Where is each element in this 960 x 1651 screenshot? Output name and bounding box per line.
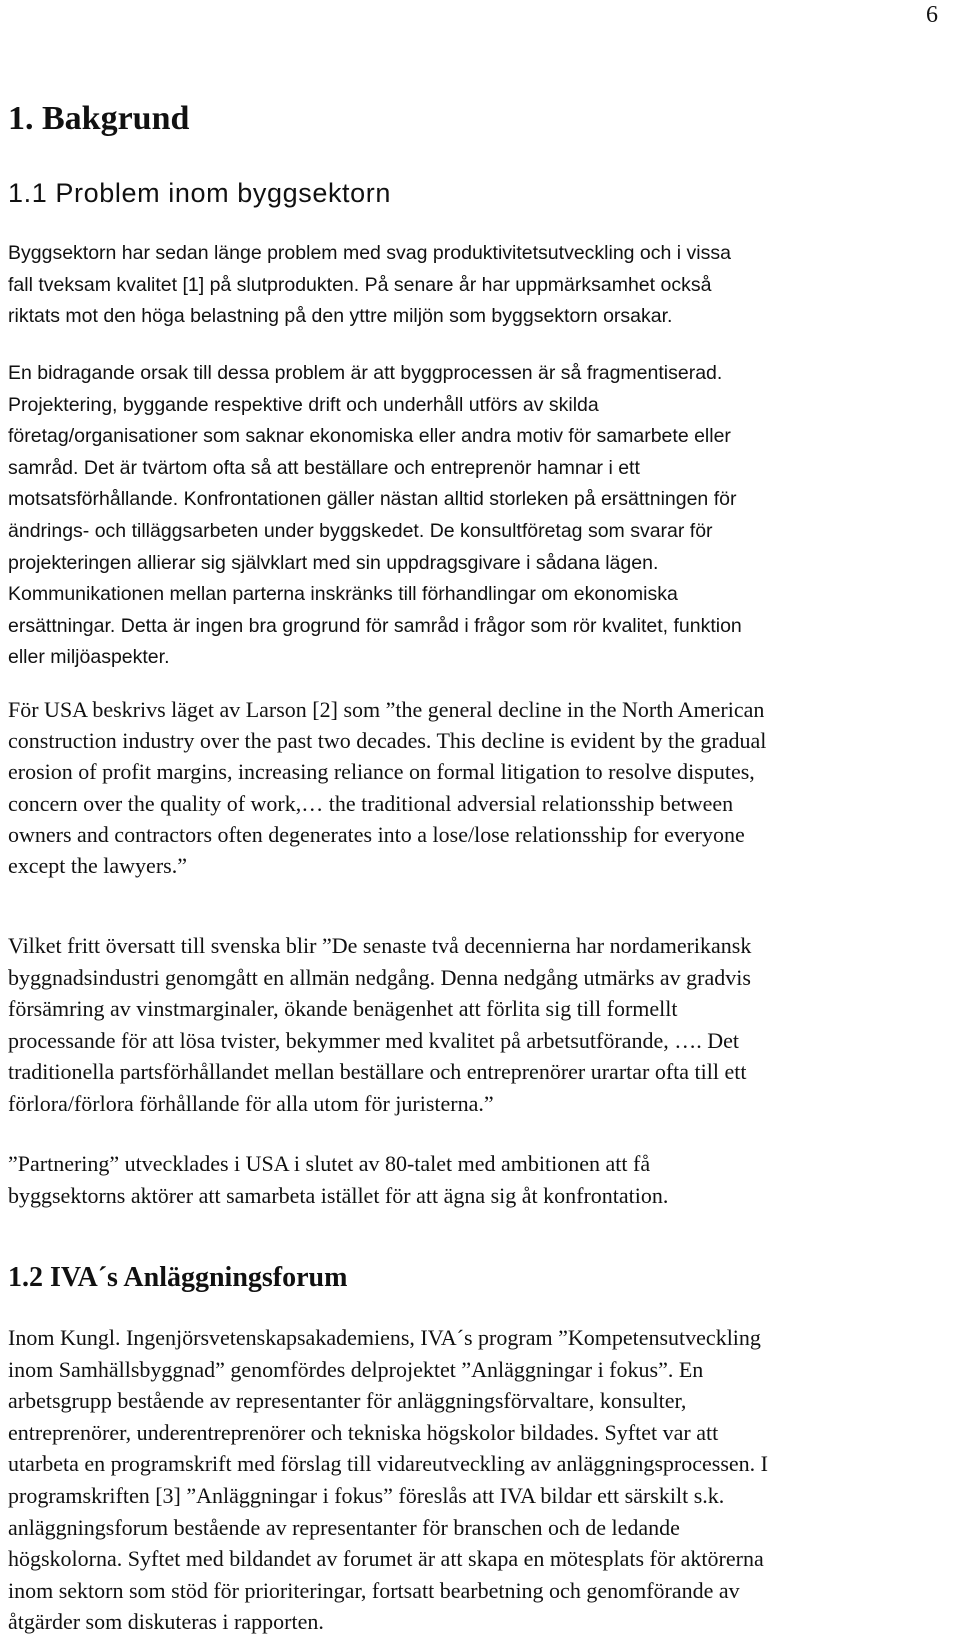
text-line: arbetsgrupp bestående av representanter för anläggningsförvaltare, konsulter, xyxy=(8,1388,687,1414)
text-line: inom sektorn som stöd för prioriteringar, fortsatt bearbetning och genomförande av xyxy=(8,1577,740,1603)
text-line: projekteringen allierar sig självklart med sin uppdragsgivare i sådana lägen. xyxy=(8,551,659,574)
text-line: programskriften [3] ”Anläggningar i fokus” föreslås att IVA bildar ett särskilt s.k. xyxy=(8,1482,725,1508)
paragraph-4 xyxy=(8,930,950,1120)
heading-bakgrund: 1. Bakgrund xyxy=(8,100,190,137)
heading-iva-anlaggningsforum: 1.2 IVA´s Anläggningsforum xyxy=(8,1262,348,1293)
text-line: Kommunikationen mellan parterna inskränks till förhandlingar om ekonomiska xyxy=(8,583,678,606)
text-line: åtgärder som diskuteras i rapporten. xyxy=(8,1609,324,1635)
text-line: concern over the quality of work,… the traditional adversial relationsship between xyxy=(8,790,734,816)
text-line: ”Partnering” utvecklades i USA i slutet av 80-talet med ambitionen att få xyxy=(8,1151,651,1176)
text-line: owners and contractors often degenerates into a lose/lose relationsship for everyone xyxy=(8,821,745,847)
text-line: except the lawyers.” xyxy=(8,853,187,879)
text-line: byggsektorns aktörer att samarbeta istället för att ägna sig åt konfrontation. xyxy=(8,1182,669,1208)
text-line: fall tveksam kvalitet [1] på slutprodukten. På senare år har uppmärksamhet också xyxy=(8,273,712,296)
text-line: försämring av vinstmarginaler, ökande benägenhet att förlita sig till formellt xyxy=(8,996,678,1022)
text-line: eller miljöaspekter. xyxy=(8,646,170,669)
text-line: riktats mot den höga belastning på den yttre miljön som byggsektorn orsakar. xyxy=(8,305,673,328)
text-line: Byggsektorn har sedan länge problem med svag produktivitetsutveckling och i vissa xyxy=(8,242,731,264)
paragraph-2 xyxy=(8,358,950,674)
text-line: construction industry over the past two decades. This decline is evident by the gradual xyxy=(8,728,767,754)
text-line: företag/organisationer som saknar ekonomiska eller andra motiv för samarbete eller xyxy=(8,425,731,448)
text-line: motsatsförhållande. Konfrontationen gäller nästan alltid storleken på ersättningen för xyxy=(8,488,737,511)
text-line: erosion of profit margins, increasing reliance on formal litigation to resolve disputes, xyxy=(8,759,755,785)
paragraph-3 xyxy=(8,694,950,881)
text-line: byggnadsindustri genomgått en allmän nedgång. Denna nedgång utmärks av gradvis xyxy=(8,964,751,990)
heading-problem-inom-byggsektorn: 1.1 Problem inom byggsektorn xyxy=(8,178,391,208)
text-line: Inom Kungl. Ingenjörsvetenskapsakademiens, IVA´s program ”Kompetensutveckling xyxy=(8,1325,761,1350)
text-line: samråd. Det är tvärtom ofta så att beställare och entreprenör hamnar i ett xyxy=(8,456,640,479)
page-number: 6 xyxy=(926,2,938,28)
text-line: En bidragande orsak till dessa problem är att byggprocessen är så fragmentiserad. xyxy=(8,362,723,384)
text-line: entreprenörer, underentreprenörer och tekniska högskolor bildades. Syftet var att xyxy=(8,1419,719,1445)
text-line: Projektering, byggande respektive drift och underhåll utförs av skilda xyxy=(8,393,599,416)
text-line: Vilket fritt översatt till svenska blir ”De senaste två decennierna har nordamerikansk xyxy=(8,933,752,958)
text-line: traditionella partsförhållandet mellan beställare och entreprenörer urartar ofta till ett xyxy=(8,1059,747,1085)
paragraph-1 xyxy=(8,238,950,333)
text-line: processande för att lösa tvister, bekymmer med kvalitet på arbetsutförande, …. Det xyxy=(8,1027,739,1053)
text-line: ändrings- och tilläggsarbeten under byggskedet. De konsultföretag som svarar för xyxy=(8,519,713,542)
text-line: förlora/förlora förhållande för alla utom för juristerna.” xyxy=(8,1090,494,1116)
text-line: ersättningar. Detta är ingen bra grogrund för samråd i frågor som rör kvalitet, funktion xyxy=(8,614,742,637)
paragraph-6 xyxy=(8,1322,950,1638)
text-line: För USA beskrivs läget av Larson [2] som ”the general decline in the North American xyxy=(8,697,765,722)
text-line: högskolorna. Syftet med bildandet av forumet är att skapa en mötesplats för aktörerna xyxy=(8,1546,764,1572)
paragraph-5 xyxy=(8,1148,950,1211)
text-line: anläggningsforum bestående av representanter för branschen och de ledande xyxy=(8,1514,680,1540)
text-line: inom Samhällsbyggnad” genomfördes delprojektet ”Anläggningar i fokus”. En xyxy=(8,1356,704,1382)
text-line: utarbeta en programskrift med förslag till vidareutveckling av anläggningsprocessen. I xyxy=(8,1451,768,1477)
